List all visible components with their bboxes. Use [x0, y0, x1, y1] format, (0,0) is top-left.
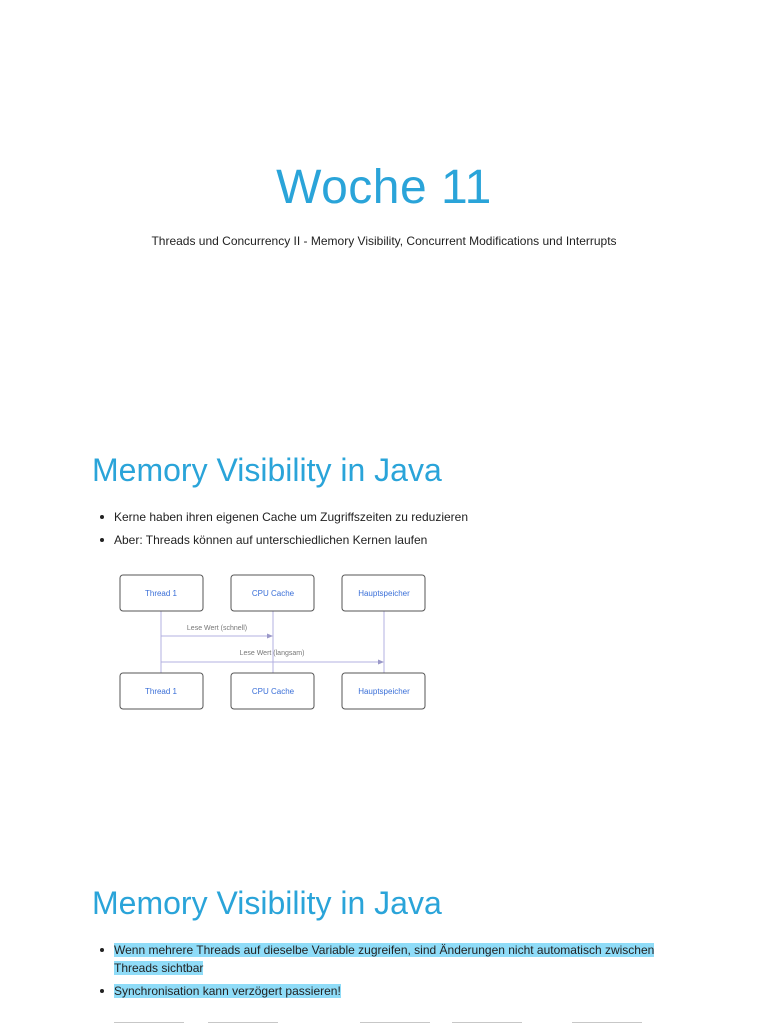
participant-label: CPU Cache — [251, 687, 295, 696]
participant-label: Thread 1 — [144, 687, 178, 696]
participant-label: CPU Cache — [251, 589, 295, 598]
section-heading-memory-visibility-2: Memory Visibility in Java — [92, 885, 442, 921]
participant-cpu-cache-bottom — [231, 673, 314, 709]
diagram-box-stub — [360, 1022, 430, 1023]
participant-thread-1-bottom — [120, 673, 203, 709]
participant-hauptspeicher-bottom — [342, 673, 425, 709]
diagram-box-stub — [452, 1022, 522, 1023]
message-read-fast — [161, 625, 273, 639]
participant-label: Hauptspeicher — [358, 687, 410, 696]
page-subtitle: Threads und Concurrency II - Memory Visibility, Concurrent Modifications und Interrupts — [151, 234, 617, 248]
section-heading-memory-visibility-1: Memory Visibility in Java — [92, 452, 442, 488]
list-item: Kerne haben ihren eigenen Cache um Zugriffszeiten zu reduzieren — [96, 508, 686, 526]
page-title: Woche 11 — [276, 161, 492, 214]
section1-bullet-list — [96, 508, 686, 554]
participant-hauptspeicher-top — [342, 575, 425, 611]
diagram-box-stub — [114, 1022, 184, 1023]
sequence-diagram — [112, 568, 432, 718]
list-item — [96, 982, 686, 1000]
diagram-box-stub — [208, 1022, 278, 1023]
section2-bullet-list — [96, 941, 686, 1005]
participant-label: Hauptspeicher — [358, 589, 410, 598]
highlighted-text: Wenn mehrere Threads auf dieselbe Variable zugreifen, sind Änderungen nicht automatisch zwischen Threads sichtbar — [114, 943, 655, 975]
message-label: Lese Wert (langsam) — [239, 650, 305, 657]
list-item: Aber: Threads können auf unterschiedlichen Kernen laufen — [96, 531, 686, 549]
message-label: Lese Wert (schnell) — [186, 625, 248, 632]
participant-label: Thread 1 — [144, 589, 178, 598]
diagram-box-stub — [572, 1022, 642, 1023]
list-item — [96, 941, 686, 977]
participant-cpu-cache-top — [231, 575, 314, 611]
highlighted-text: Synchronisation kann verzögert passieren! — [114, 984, 341, 998]
participant-thread-1-top — [120, 575, 203, 611]
